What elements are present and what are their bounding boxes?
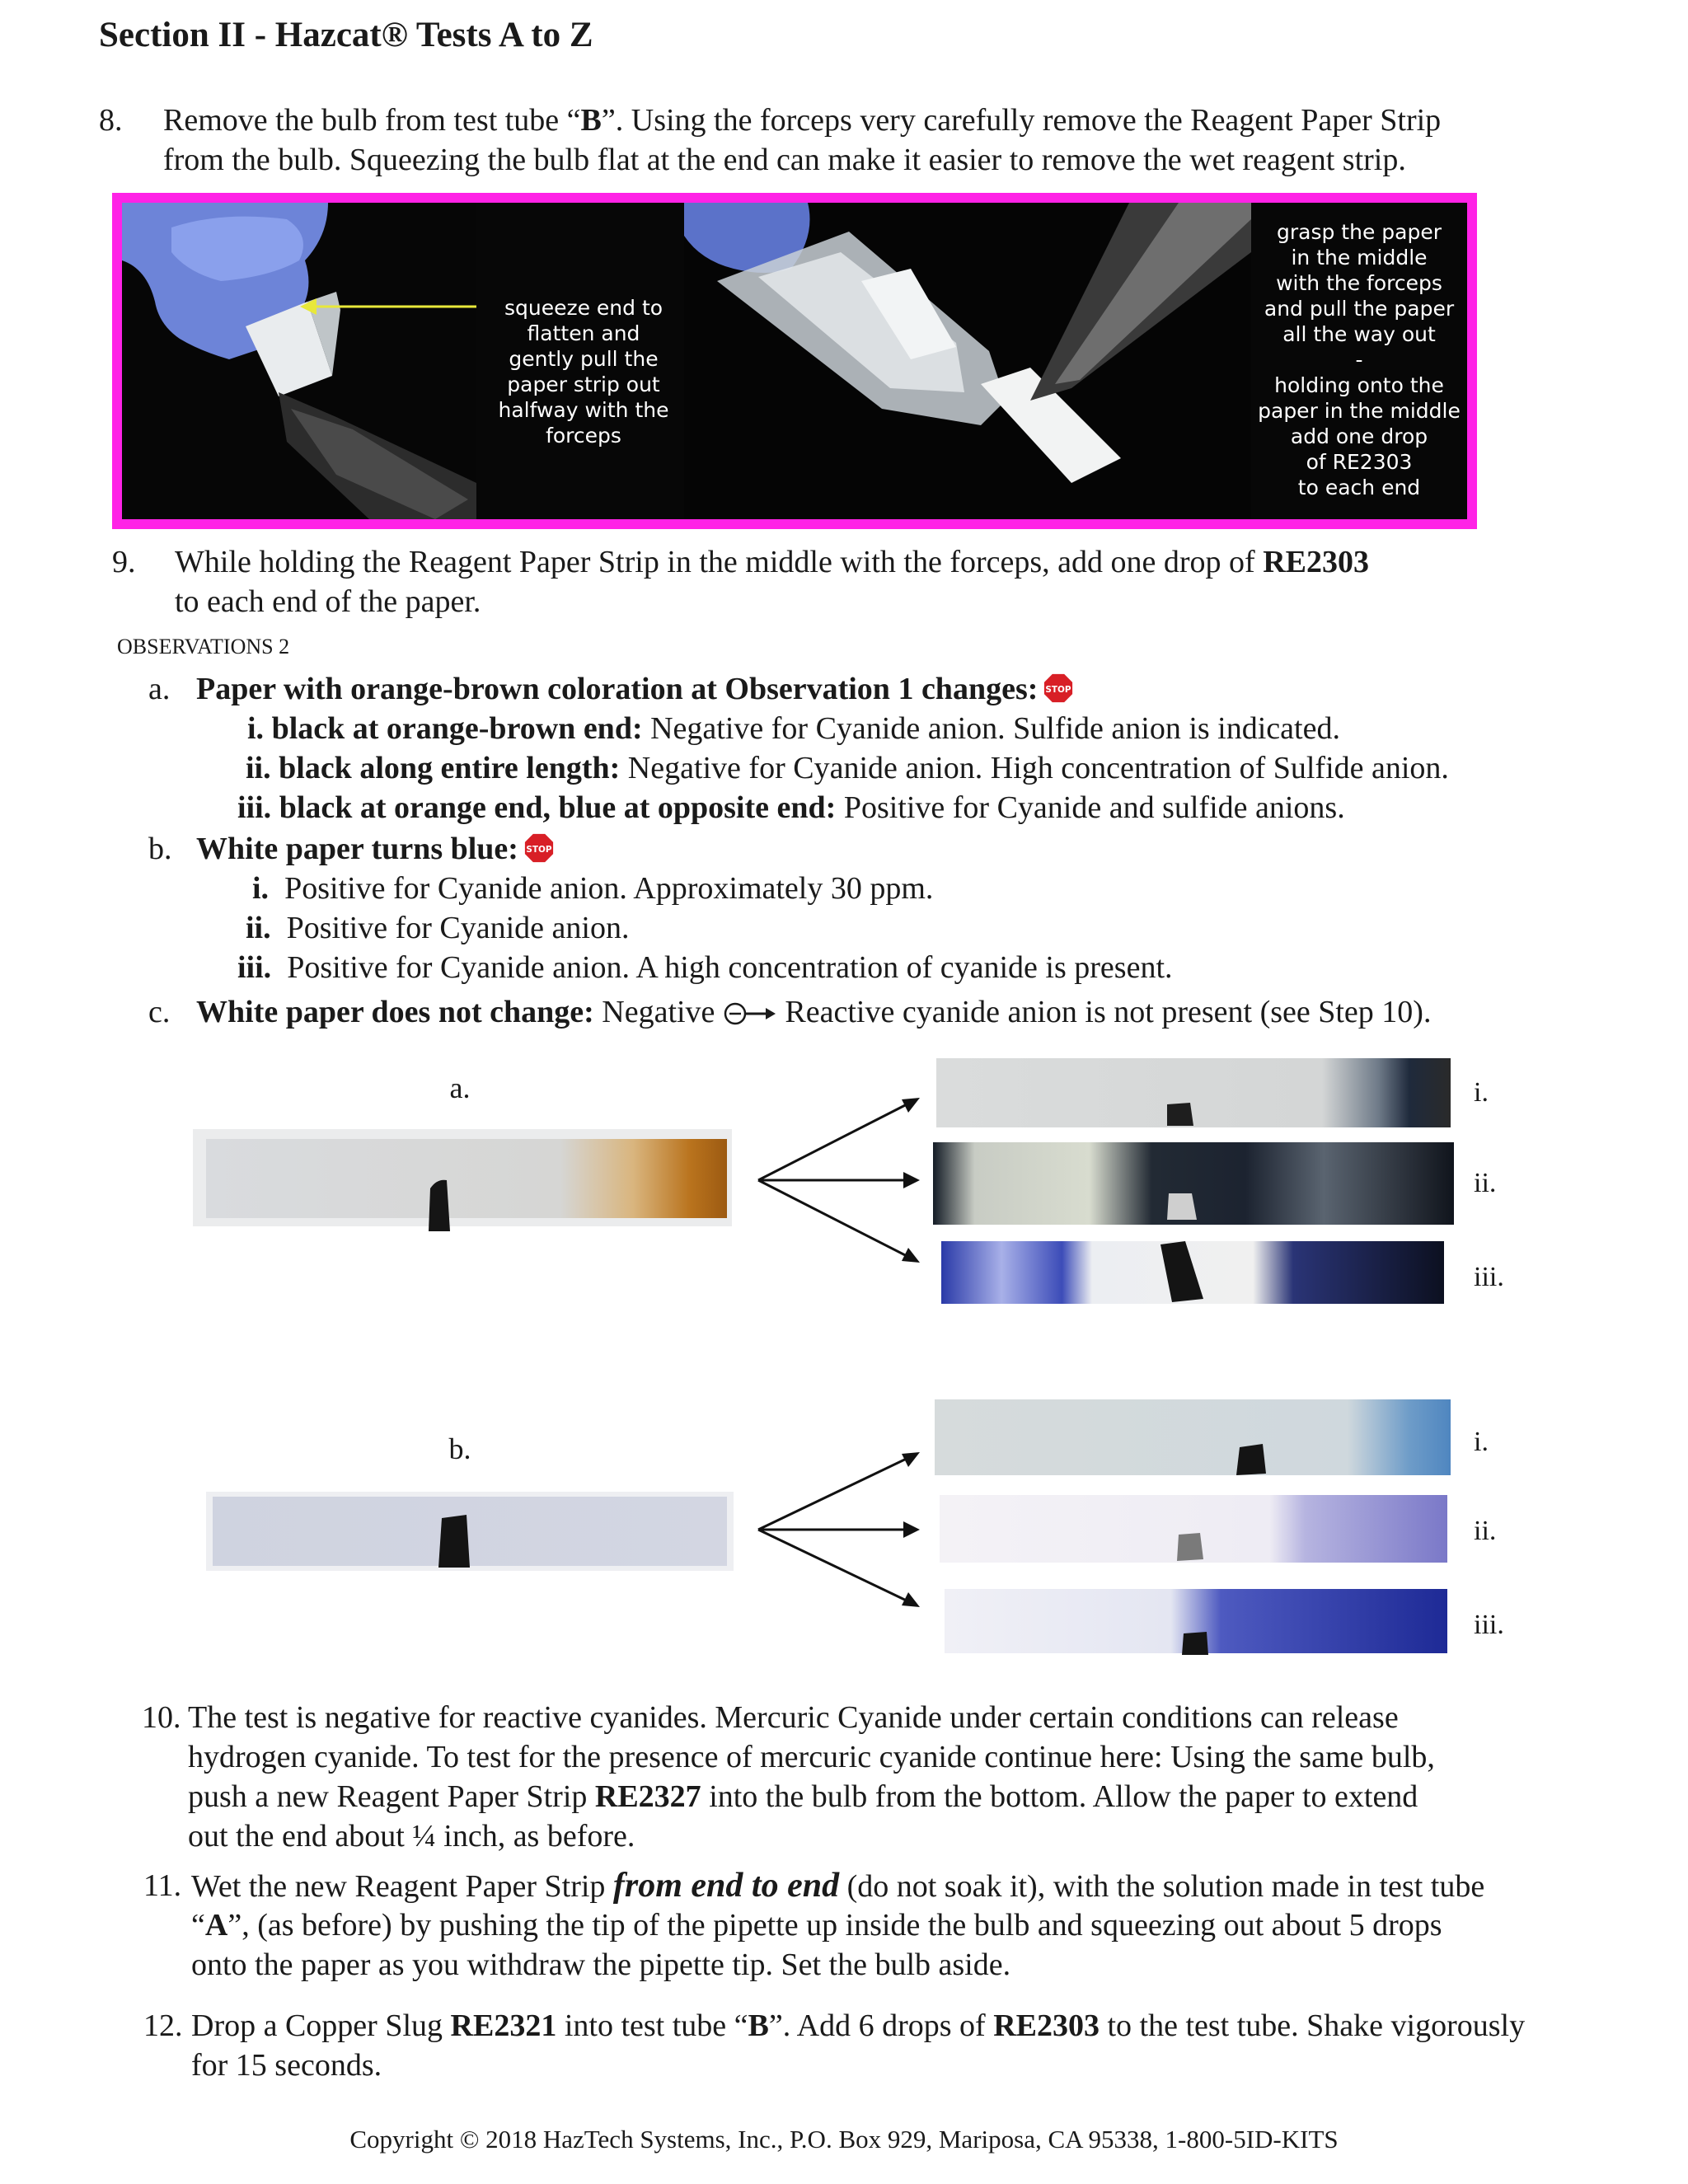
step-10-line-3: push a new Reagent Paper Strip RE2327 into the bulb from the bottom. Allow the paper to extend bbox=[188, 1779, 1418, 1814]
observation-b-item-ii: ii. Positive for Cyanide anion. bbox=[246, 911, 630, 945]
observation-b-item-iii: iii. Positive for Cyanide anion. A high concentration of cyanide is present. bbox=[237, 950, 1173, 985]
strip-b-original bbox=[206, 1492, 734, 1571]
observation-c-letter: c. bbox=[148, 995, 171, 1029]
step-10-line-2: hydrogen cyanide. To test for the presence of mercuric cyanide continue here: Using the same bulb, bbox=[188, 1740, 1435, 1774]
strip-b-result-iii bbox=[945, 1589, 1447, 1655]
observation-a-item-ii: ii. black along entire length: Negative for Cyanide anion. High concentration of Sulfide anion. bbox=[246, 751, 1449, 785]
observation-c-text: White paper does not change: Negative Reactive cyanide anion is not present (see Step 10). bbox=[196, 995, 1432, 1029]
stop-sign-icon bbox=[523, 832, 555, 864]
svg-text:STOP: STOP bbox=[1045, 684, 1071, 695]
arrow-head bbox=[903, 1172, 920, 1188]
step-11-line-2: “A”, (as before) by pushing the tip of the pipette up inside the bulb and squeezing out about 5 drops bbox=[191, 1908, 1442, 1943]
arrow-head bbox=[903, 1521, 920, 1538]
negative-arrow-icon bbox=[723, 1001, 777, 1027]
step-10-line-1: The test is negative for reactive cyanides. Mercuric Cyanide under certain conditions can release bbox=[188, 1700, 1399, 1735]
observation-a-letter: a. bbox=[148, 672, 171, 706]
group-b-label: b. bbox=[448, 1432, 471, 1465]
observations-heading: OBSERVATIONS 2 bbox=[117, 635, 290, 658]
step-12-line-1: Drop a Copper Slug RE2321 into test tube “B”. Add 6 drops of RE2303 to the test tube. Shake vigorously bbox=[191, 2008, 1526, 2043]
stop-sign-icon bbox=[1043, 673, 1074, 704]
result-label-a-i: i. bbox=[1474, 1077, 1489, 1108]
strip-a-result-iii bbox=[941, 1241, 1444, 1304]
result-label-b-ii: ii. bbox=[1474, 1516, 1497, 1546]
strip-results-figure bbox=[181, 1047, 1533, 1673]
strip-a-result-ii bbox=[933, 1142, 1454, 1225]
group-a-label: a. bbox=[449, 1071, 471, 1104]
step-10-line-4: out the end about ¼ inch, as before. bbox=[188, 1819, 635, 1854]
strip-a-original bbox=[193, 1129, 732, 1231]
observation-a-title: Paper with orange-brown coloration at Observation 1 changes: STOP bbox=[196, 669, 1074, 709]
result-label-b-i: i. bbox=[1474, 1427, 1489, 1457]
strip-b-result-i bbox=[935, 1399, 1451, 1475]
caption-grasp: grasp the paper in the middle with the forceps and pull the paper all the way out - holding onto the paper in the middle add one drop of RE2303 to each end bbox=[1258, 220, 1461, 499]
step-8-line-2: from the bulb. Squeezing the bulb flat at the end can make it easier to remove the wet reagent strip. bbox=[163, 143, 1406, 177]
step-11-line-1: Wet the new Reagent Paper Strip from end to end (do not soak it), with the solution made in test tube bbox=[191, 1867, 1485, 1905]
step-12-line-2: for 15 seconds. bbox=[191, 2048, 382, 2083]
step-8-number: 8. bbox=[99, 103, 123, 138]
step-9-number: 9. bbox=[112, 545, 136, 579]
strip-a-result-i bbox=[936, 1058, 1451, 1127]
observation-b-item-i: i. Positive for Cyanide anion. Approximately 30 ppm. bbox=[252, 871, 934, 906]
observation-a-item-i: i. black at orange-brown end: Negative for Cyanide anion. Sulfide anion is indicated. bbox=[247, 711, 1340, 746]
observation-b-title: White paper turns blue: STOP bbox=[196, 829, 555, 869]
page-title: Section II - Hazcat® Tests A to Z bbox=[99, 16, 593, 54]
branch-arrows-b bbox=[758, 1455, 913, 1604]
step-12-number: 12. bbox=[143, 2008, 183, 2043]
result-label-a-iii: iii. bbox=[1474, 1262, 1504, 1292]
observation-a-item-iii: iii. black at orange end, blue at opposite end: Positive for Cyanide and sulfide anions. bbox=[237, 790, 1345, 825]
step-8-line-1: Remove the bulb from test tube “B”. Using the forceps very carefully remove the Reagent Paper Strip bbox=[163, 103, 1442, 138]
copyright-footer: Copyright © 2018 HazTech Systems, Inc., P.O. Box 929, Mariposa, CA 95338, 1-800-5ID-KITS bbox=[349, 2125, 1339, 2154]
photo-pull-strip bbox=[684, 203, 1251, 519]
caption-squeeze: squeeze end to flatten and gently pull the paper strip out halfway with the forceps bbox=[498, 296, 669, 448]
result-label-b-iii: iii. bbox=[1474, 1610, 1504, 1640]
photo-squeeze-bulb bbox=[122, 203, 476, 519]
step-11-line-3: onto the paper as you withdraw the pipette tip. Set the bulb aside. bbox=[191, 1947, 1011, 1982]
instruction-photo-panel bbox=[112, 193, 1477, 529]
observation-b-letter: b. bbox=[148, 832, 172, 866]
step-11-number: 11. bbox=[143, 1868, 182, 1903]
step-9-line-2: to each end of the paper. bbox=[175, 584, 481, 619]
svg-text:STOP: STOP bbox=[526, 844, 552, 855]
branch-arrows-a bbox=[758, 1101, 913, 1259]
strip-b-result-ii bbox=[940, 1495, 1447, 1563]
result-label-a-ii: ii. bbox=[1474, 1168, 1497, 1198]
step-10-number: 10. bbox=[142, 1700, 181, 1735]
step-9-line-1: While holding the Reagent Paper Strip in the middle with the forceps, add one drop of RE2303 bbox=[175, 545, 1369, 579]
